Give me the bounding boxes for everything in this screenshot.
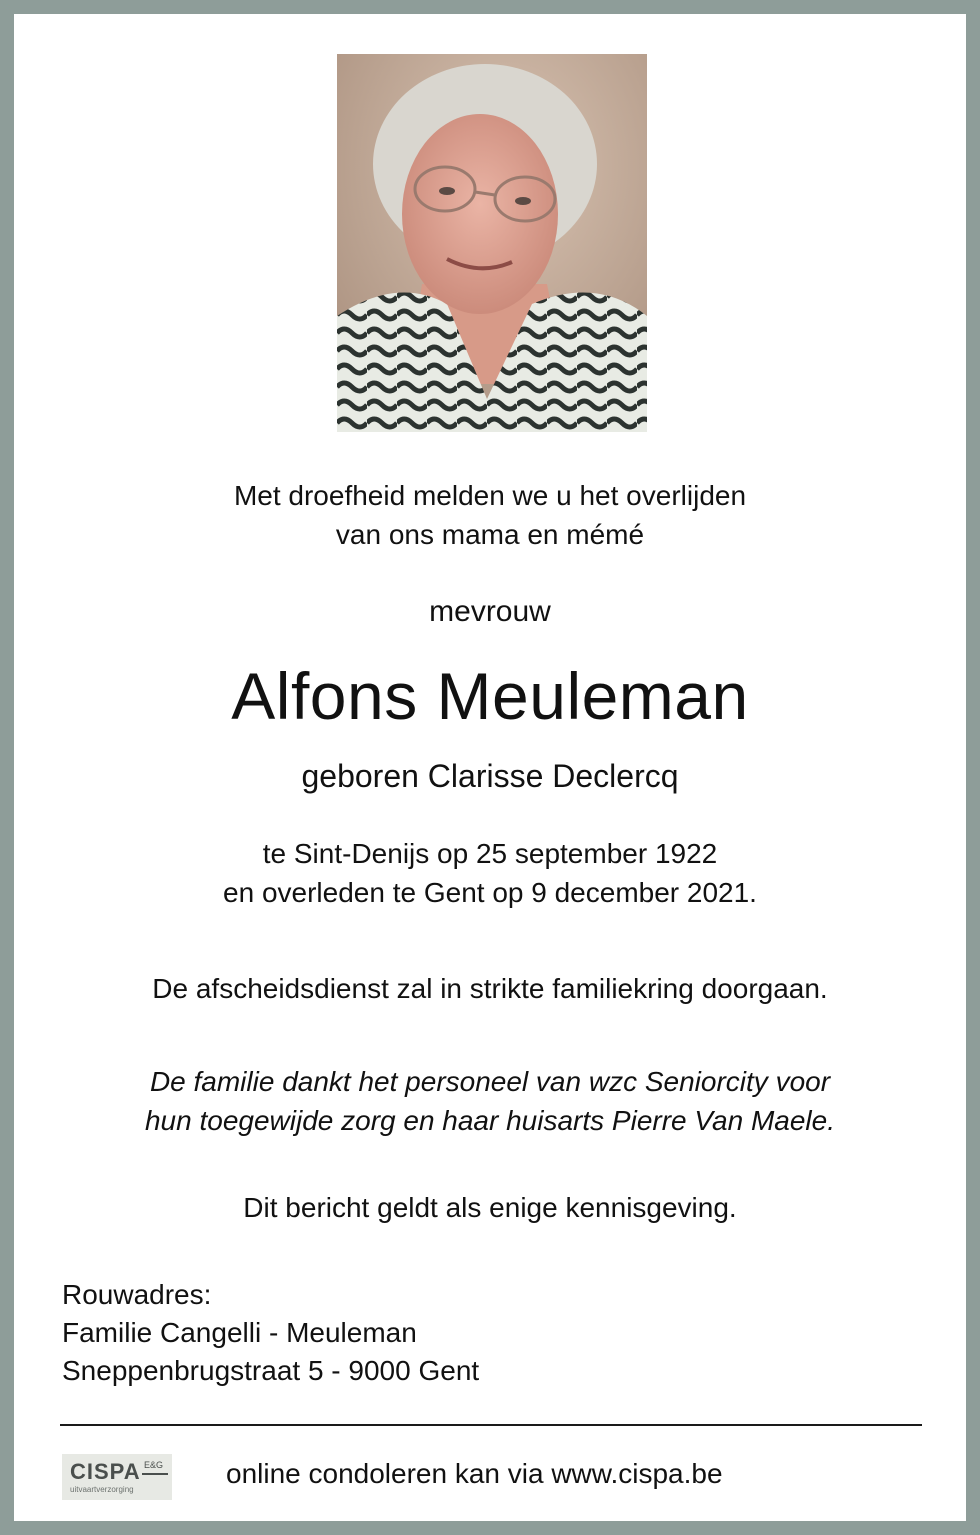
intro-line: van ons mama en mémé	[335, 519, 645, 550]
address-family: Familie Cangelli - Meuleman	[62, 1317, 417, 1348]
logo-bar	[142, 1473, 168, 1475]
logo-subtitle: uitvaartverzorging	[70, 1485, 134, 1494]
logo-text: CISPA	[70, 1459, 141, 1484]
address-street: Sneppenbrugstraat 5 - 9000 Gent	[62, 1355, 480, 1386]
thanks-line: De familie dankt het personeel van wzc Seniorcity voor	[149, 1066, 831, 1097]
thanks-text	[14, 1062, 966, 1140]
portrait-photo	[337, 54, 647, 432]
dates-line: en overleden te Gent op 9 december 2021.	[223, 877, 757, 908]
cispa-logo	[62, 1454, 172, 1500]
thanks-line: hun toegewijde zorg en haar huisarts Pierre Van Maele.	[144, 1105, 836, 1136]
intro-text	[14, 476, 966, 554]
deceased-name: Alfons Meuleman	[231, 659, 749, 733]
address-label: Rouwadres:	[62, 1279, 212, 1310]
divider	[60, 1424, 922, 1426]
mourning-address	[62, 1276, 479, 1390]
online-condolence-text: online condoleren kan via www.cispa.be	[226, 1458, 723, 1489]
dates-line: te Sint-Denijs op 25 september 1922	[262, 838, 718, 869]
maiden-name: geboren Clarisse Declercq	[301, 758, 679, 794]
intro-line: Met droefheid melden we u het overlijden	[233, 480, 747, 511]
service-notice: De afscheidsdienst zal in strikte familiekring doorgaan.	[152, 973, 828, 1004]
honorific: mevrouw	[429, 595, 551, 628]
logo-superscript: E&G	[144, 1460, 164, 1470]
notice-text: Dit bericht geldt als enige kennisgeving.	[243, 1192, 737, 1223]
birth-death-dates	[14, 834, 966, 912]
